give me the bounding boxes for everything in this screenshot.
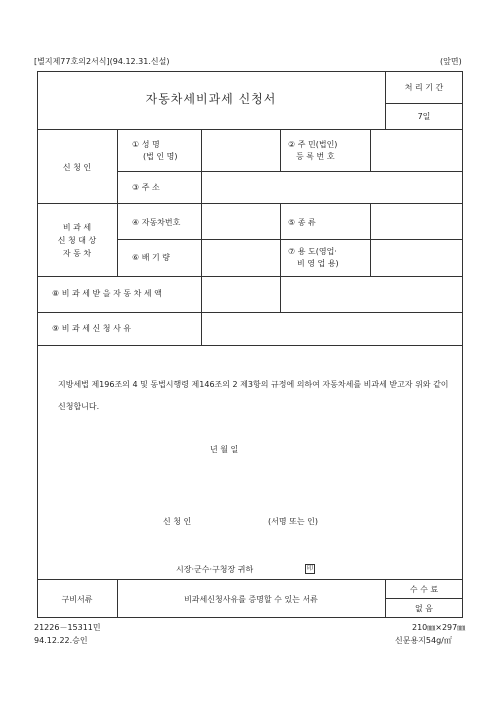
approval-date: 94.12.22.승인 <box>34 636 88 645</box>
fee-label: 수 수 료 <box>409 585 439 594</box>
required-docs-label: 구비서류 <box>61 595 93 604</box>
exempt-amount-label: ⑧ 비 과 세 받 을 자 동 차 세 액 <box>52 289 162 298</box>
vehicle-type-label: ⑤ 종 류 <box>288 218 316 227</box>
registration-no-label: 등 록 번 호 <box>296 152 335 161</box>
vehicle-section-label-3: 자 동 차 <box>62 249 92 258</box>
application-statement: 지방세법 제196조의 4 및 동법시행령 제146조의 2 제3항의 규정에 의하여 자동차세를 비과세 받고자 위와 같이 신청합니다. <box>58 380 449 411</box>
doc-number: 21226－15311민 <box>34 623 101 632</box>
applicant-sign-label: 신 청 인 <box>163 517 192 526</box>
corp-name-label: (법 인 명) <box>143 152 178 161</box>
displacement-label: ⑥ 배 기 량 <box>132 253 170 262</box>
addressee: 시장·군수·구청장 귀하 <box>176 565 254 574</box>
resident-no-label: ② 주 민(법인) <box>288 140 338 149</box>
page-side-label: (앞면) <box>440 57 462 66</box>
processing-period-value: 7일 <box>417 112 431 121</box>
use-label-sub: 비 영 업 용) <box>297 259 339 268</box>
required-docs-value: 비과세신청사유를 증명할 수 있는 서류 <box>184 595 318 604</box>
exempt-reason-label: ⑨ 비 과 세 신 청 사 유 <box>52 324 132 333</box>
car-number-label: ④ 자동차번호 <box>132 218 181 227</box>
applicant-section-label: 신 청 인 <box>62 163 92 172</box>
form-title: 자동차세비과세 신청서 <box>145 92 277 106</box>
vehicle-section-label-1: 비 과 세 <box>62 223 92 232</box>
vehicle-section-label-2: 신 청 대 상 <box>57 236 97 245</box>
processing-period-label: 처 리 기 간 <box>404 83 444 92</box>
seal-mark: 印 <box>306 565 313 572</box>
paper-type: 신문용지54g/㎡ <box>395 636 452 645</box>
name-label: ① 성 명 <box>132 140 160 149</box>
paper-size: 210㎜×297㎜ <box>412 623 466 632</box>
date-line: 년 월 일 <box>210 445 239 454</box>
form-code: [별지제77호의2서식](94.12.31.신설) <box>34 57 170 66</box>
use-label: ⑦ 용 도(영업· <box>288 247 337 256</box>
signature-note: (서명 또는 인) <box>268 517 318 526</box>
address-label: ③ 주 소 <box>132 183 160 192</box>
fee-value: 없 음 <box>415 604 433 613</box>
